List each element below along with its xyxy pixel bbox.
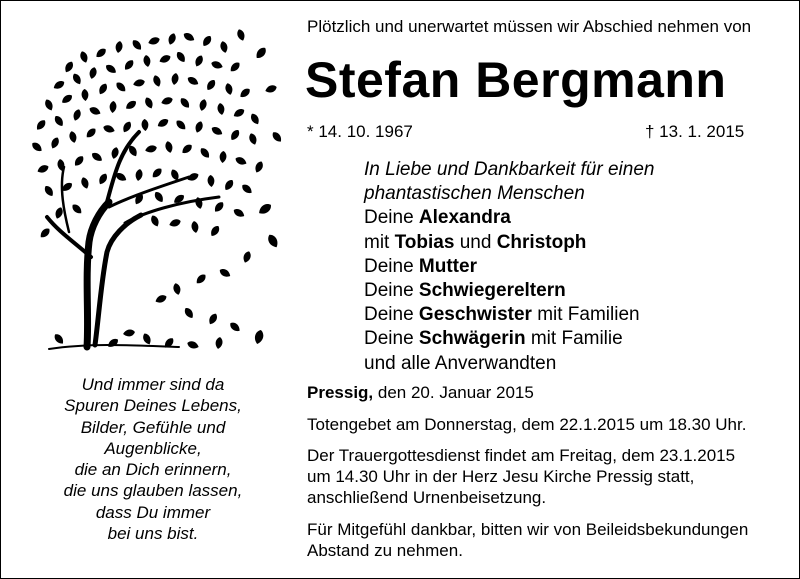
place: Pressig, [307,383,374,402]
service-notice [307,445,735,508]
tree-with-falling-leaves-icon [29,27,289,359]
mourner-children [364,231,654,255]
mourner-siblings [364,303,654,327]
service-line-3: anschließend Urnenbeisetzung. [307,488,547,507]
mourner-name: Mutter [418,255,477,277]
quote-line: die an Dich erinnern, [74,460,232,480]
quote-line: bei uns bist. [107,524,199,544]
mourner-name: Geschwister [418,304,532,326]
mourner-name: Alexandra [418,207,511,229]
mourner-prefix: Deine [364,207,419,229]
mourner-name: Christoph [496,231,587,253]
quote-line: Bilder, Gefühle und [80,417,226,437]
quote-line: dass Du immer [95,502,211,522]
mourner-parents-in-law [364,279,654,303]
quote-line: die uns glauben lassen, [63,481,243,501]
quote-line: Und immer sind da [81,375,225,394]
memorial-quote [33,374,273,544]
mourner-wife [364,206,654,230]
prayer-notice: Totengebet am Donnerstag, dem 22.1.2015 um 18.30 Uhr. [307,415,747,434]
thanks-line-1: Für Mitgefühl dankbar, bitten wir von Beileidsbekundungen [307,520,749,539]
mourner-suffix: mit Familien [531,304,640,326]
mourner-mother [364,255,654,279]
mourner-sister-in-law [364,327,654,351]
mourner-name: Schwiegereltern [418,280,566,302]
mourner-prefix: Deine [364,255,419,277]
thanks-notice [307,519,748,561]
deceased-name: Stefan Bergmann [305,52,727,108]
mourner-prefix: Deine [364,328,419,350]
mourner-prefix: mit [364,231,395,253]
thanks-line-2: Abstand zu nehmen. [307,541,463,560]
dedication-line-1: In Liebe und Dankbarkeit für einen [364,159,655,180]
quote-line: Augenblicke, [104,438,202,458]
dedication-line-2: phantastischen Menschen [364,183,585,205]
death-date: † 13. 1. 2015 [645,122,745,141]
service-line-1: Der Trauergottesdienst findet am Freitag, dem 23.1.2015 [307,446,736,465]
mourners-list [364,158,654,376]
service-line-2: um 14.30 Uhr in der Herz Jesu Kirche Pressig statt, [307,467,695,486]
mourner-name: Schwägerin [418,328,526,350]
mourner-name: Tobias [394,231,455,253]
mourner-relatives: und alle Anverwandten [364,352,557,374]
intro-line: Plötzlich und unerwartet müssen wir Abschied nehmen von [307,17,752,36]
quote-line: Spuren Deines Lebens, [64,396,242,416]
date: den 20. Januar 2015 [373,383,534,402]
mourner-prefix: Deine [364,280,419,302]
mourner-joiner: und [454,231,497,253]
mourner-suffix: mit Familie [525,328,623,350]
mourner-prefix: Deine [364,304,419,326]
place-date [307,382,534,403]
birth-date: * 14. 10. 1967 [307,122,413,141]
